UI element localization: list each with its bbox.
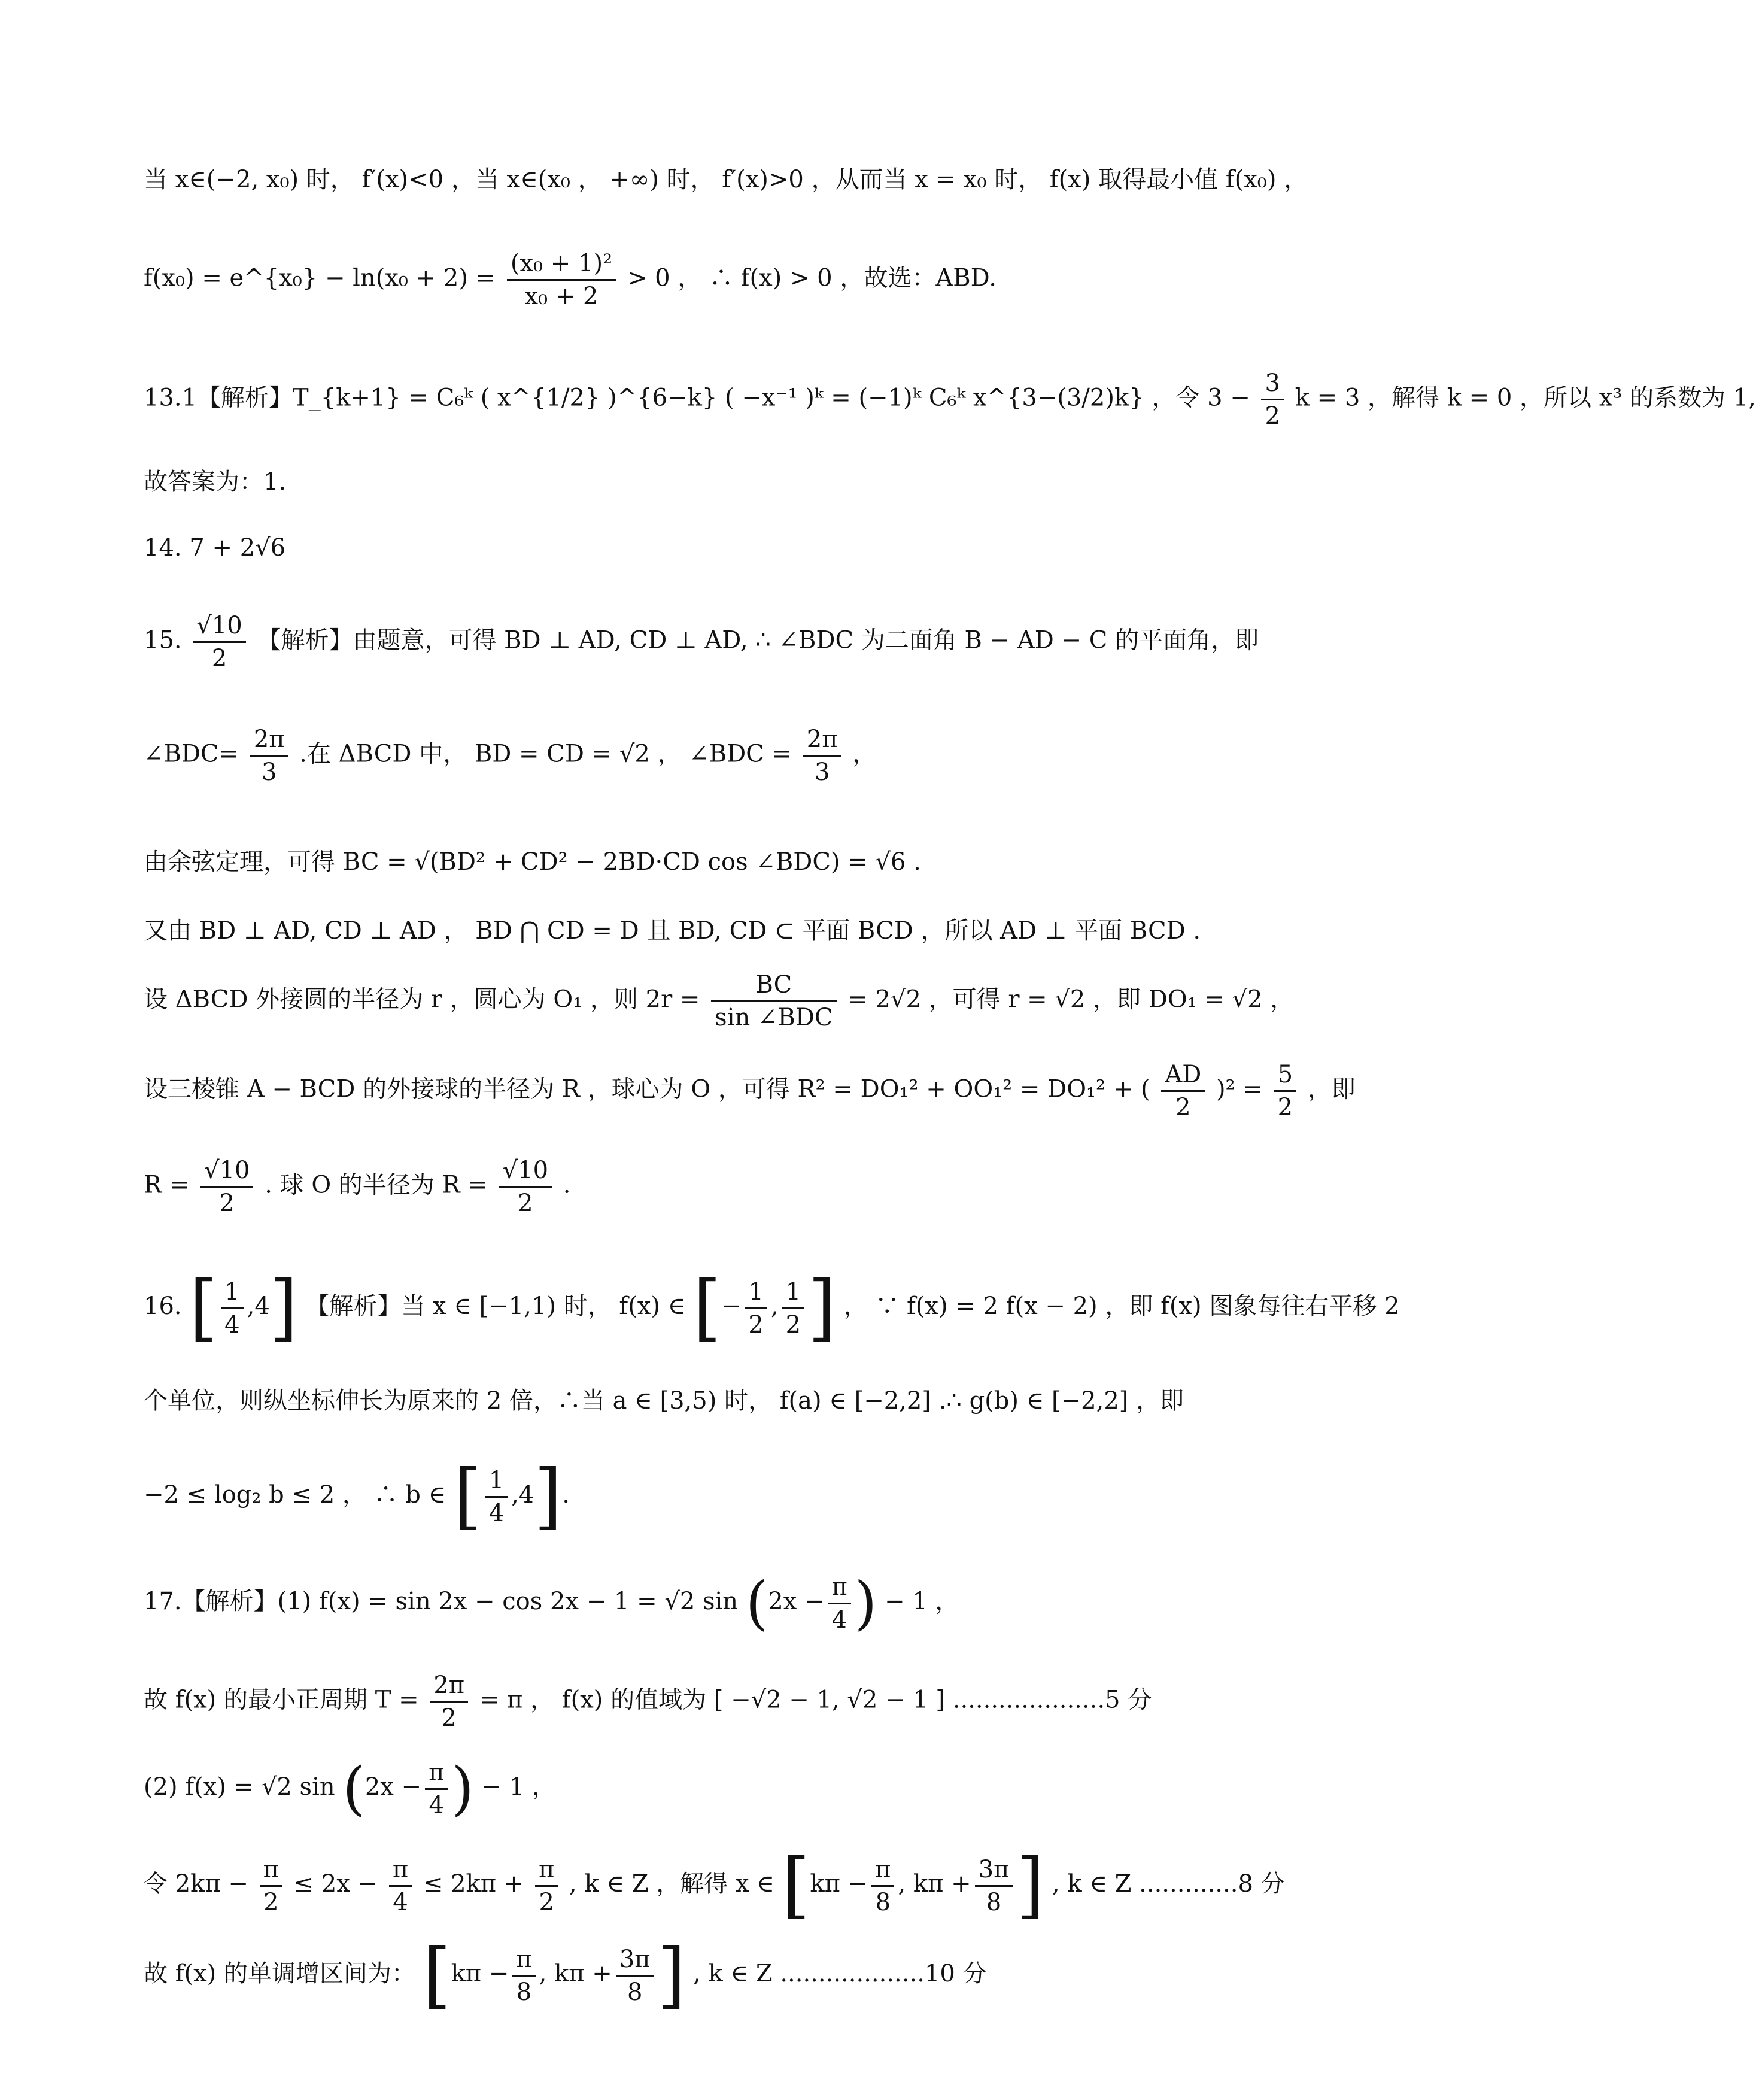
fraction-denominator: 8 [986,1888,1002,1916]
formula-line [144,1266,1400,1349]
fraction [430,1673,468,1730]
text-span: 2x − [768,1588,825,1615]
formula-line [144,1934,987,2017]
fraction-denominator: 4 [393,1888,408,1916]
text-span: ≤ 2kπ + [423,1870,524,1898]
text-span: .在 ΔBCD 中， BD = CD = √2 ， ∠BDC = [299,740,792,768]
fraction [871,1855,894,1916]
fraction-numerator: BC [711,973,836,1002]
text-span: = 2√2 ，可得 r = √2 ，即 DO₁ = √2 ， [847,985,1295,1013]
fraction [389,1855,412,1916]
fraction-numerator: 2π [803,727,841,757]
fraction-numerator: 2π [250,727,288,757]
right-paren: ) [854,1570,877,1637]
text-span: − [721,1292,742,1320]
fraction-denominator: x₀ + 2 [524,283,599,310]
text-span: 故答案为：1. [144,468,287,496]
fraction [499,1158,552,1215]
text-line [144,168,1308,192]
fraction [1274,1063,1296,1119]
text-line [144,1389,1184,1413]
fraction-numerator: 1 [485,1468,508,1498]
fraction-denominator: 2 [1265,402,1280,430]
left-bracket: [ [782,1844,810,1927]
text-span: f(x₀) = e^{x₀} − ln(x₀ + 2) = [144,264,496,292]
text-span: 2x − [364,1773,422,1801]
formula-line [144,1755,556,1822]
text-span: 设 ΔBCD 外接圆的半径为 r ，圆心为 O₁ ，则 2r = [144,985,700,1013]
right-bracket: ] [808,1266,836,1349]
fraction-numerator: π [425,1761,448,1790]
fraction-denominator: 2 [748,1310,764,1339]
text-span: ,4 [247,1292,270,1320]
left-paren: ( [342,1755,365,1822]
formula-line [144,251,997,308]
fraction [507,251,616,308]
fraction-denominator: 2 [211,645,227,672]
left-bracket: [ [189,1266,218,1349]
fraction-denominator: 2 [785,1310,801,1339]
text-span: )² = [1216,1075,1263,1103]
text-span: . [562,1481,570,1509]
fraction-denominator: sin ∠BDC [715,1004,833,1031]
fraction [193,614,245,670]
text-line [144,470,286,494]
fraction [782,1277,804,1339]
fraction [745,1277,767,1339]
text-span: 【解析】当 x ∈ [−1,1) 时， f(x) ∈ [305,1292,686,1320]
text-span: 13.1【解析】T_{k+1} = C₆ᵏ ( x^{1/2} )^{6−k} ( −x⁻¹ )ᵏ = (−1)ᵏ C₆ᵏ x^{3−(3/2)k} ，令 3 − [144,384,1250,412]
formula-line [144,1673,1152,1730]
text-span: , kπ + [539,1960,612,1987]
text-span: R = [144,1171,190,1199]
text-span: ,4 [511,1481,534,1509]
fraction-numerator: 1 [221,1280,243,1309]
fraction-numerator: π [871,1858,894,1887]
fraction [260,1855,282,1916]
formula-line [144,1063,1356,1119]
text-span: −2 ≤ log₂ b ≤ 2 ， ∴ b ∈ [144,1481,446,1509]
fraction-denominator: 2 [263,1888,279,1916]
text-span: − 1 ， [481,1773,556,1801]
text-span: 又由 BD ⊥ AD, CD ⊥ AD ， BD ⋂ CD = D 且 BD, CD ⊂ 平面 BCD ，所以 AD ⊥ 平面 BCD . [144,917,1201,945]
text-span: ， ∵ f(x) = 2 f(x − 2) ，即 f(x) 图象每往右平移 2 [843,1292,1400,1320]
fraction-numerator: 3π [616,1947,654,1977]
fraction-numerator: AD [1161,1063,1205,1092]
text-span: kπ − [810,1870,868,1898]
text-span: ，即 [1307,1075,1356,1103]
right-bracket: ] [1016,1844,1045,1927]
text-span: 【解析】由题意，可得 BD ⊥ AD, CD ⊥ AD, ∴ ∠BDC 为二面角 B − AD − C 的平面角，即 [257,626,1259,654]
text-span: 故 f(x) 的最小正周期 T = [144,1686,419,1714]
text-span: = π ， f(x) 的值域为 [ −√2 − 1, √2 − 1 ] ....................5 分 [479,1686,1152,1714]
text-span: 设三棱锥 A − BCD 的外接球的半径为 R ，球心为 O ，可得 R² = DO₁² + OO₁² = DO₁² + ( [144,1075,1150,1103]
text-span: 当 x∈(−2, x₀) 时， f′(x)<0 ，当 x∈(x₀ ， +∞) 时， f′(x)>0 ，从而当 x = x₀ 时， f(x) 取得最小值 f(x₀) ， [144,166,1308,193]
text-span: 由余弦定理，可得 BC = √(BD² + CD² − 2BD·CD cos ∠BDC) = √6 . [144,848,921,876]
fraction [1261,371,1283,428]
text-span: ∠BDC= [144,740,239,768]
text-span: k = 3 ，解得 k = 0 ，所以 x³ 的系数为 1, [1295,384,1756,412]
fraction [535,1855,558,1916]
fraction-denominator: 4 [831,1606,847,1634]
fraction-denominator: 2 [539,1888,554,1916]
text-span: , k ∈ Z .............8 分 [1052,1870,1285,1898]
right-bracket: ] [269,1266,298,1349]
formula-line [144,1844,1285,1927]
fraction-numerator: π [535,1858,558,1887]
fraction-numerator: 5 [1274,1063,1296,1092]
fraction-numerator: π [828,1575,851,1604]
formula-line [144,727,876,784]
text-span: . 球 O 的半径为 R = [265,1171,488,1199]
formula-line [144,973,1294,1030]
fraction-numerator: (x₀ + 1)² [507,251,616,281]
left-bracket: [ [693,1266,721,1349]
text-span: 17.【解析】(1) f(x) = sin 2x − cos 2x − 1 = √2 sin [144,1588,739,1615]
text-span: 个单位，则纵坐标伸长为原来的 2 倍，∴当 a ∈ [3,5) 时， f(a) ∈ [−2,2] .∴ g(b) ∈ [−2,2] ，即 [144,1387,1184,1415]
fraction-denominator: 4 [224,1310,240,1339]
formula-line [144,371,1756,428]
fraction-numerator: √10 [499,1158,552,1188]
text-span: , [770,1292,779,1320]
right-bracket: ] [657,1934,686,2017]
fraction-numerator: π [260,1858,282,1887]
fraction-numerator: 3π [975,1858,1013,1887]
text-span: ， [852,740,877,768]
left-bracket: [ [423,1934,451,2017]
fraction-denominator: 8 [627,1978,643,2006]
text-span: , k ∈ Z ，解得 x ∈ [569,1870,774,1898]
fraction [828,1575,851,1632]
formula-line [144,1455,570,1538]
text-span: , kπ + [898,1870,971,1898]
text-span: 令 2kπ − [144,1870,248,1898]
text-span: − 1 ， [884,1588,959,1615]
fraction-denominator: 2 [1175,1094,1191,1121]
fraction [200,1158,253,1215]
text-span: . [563,1171,571,1199]
formula-line [144,1570,959,1637]
text-span: 14. 7 + 2√6 [144,534,286,562]
right-paren: ) [451,1755,474,1822]
fraction-denominator: 2 [518,1189,533,1217]
fraction-denominator: 2 [219,1189,235,1217]
fraction [803,727,841,784]
fraction-numerator: 3 [1261,371,1283,400]
text-span: (2) f(x) = √2 sin [144,1773,335,1801]
left-bracket: [ [453,1455,482,1538]
formula-line [144,614,1259,670]
fraction-numerator: π [512,1947,535,1977]
fraction-denominator: 4 [429,1791,444,1819]
fraction-numerator: 2π [430,1673,468,1703]
fraction-denominator: 2 [441,1704,457,1732]
fraction [221,1277,243,1339]
fraction-denominator: 8 [516,1978,532,2006]
text-span: , k ∈ Z ...................10 分 [693,1960,987,1987]
text-span: 16. [144,1292,182,1320]
text-span: 15. [144,626,182,654]
fraction-denominator: 3 [261,758,277,786]
fraction [425,1758,448,1819]
left-paren: ( [745,1570,768,1637]
text-span: 故 f(x) 的单调增区间为： [144,1960,416,1987]
fraction-denominator: 8 [875,1888,891,1916]
fraction-denominator: 2 [1277,1094,1293,1121]
fraction-numerator: π [389,1858,412,1887]
text-line [144,536,285,560]
fraction [485,1468,508,1525]
fraction [250,727,288,784]
text-line [144,919,1201,943]
fraction-denominator: 4 [488,1499,505,1527]
fraction [711,973,836,1030]
fraction-numerator: 1 [745,1280,767,1309]
fraction [512,1947,535,2004]
fraction [1161,1063,1205,1119]
text-span: > 0 ， ∴ f(x) > 0 ，故选：ABD. [627,264,997,292]
text-line [144,850,921,874]
fraction [975,1855,1013,1916]
text-span: kπ − [451,1960,509,1987]
fraction-numerator: 1 [782,1280,804,1309]
right-bracket: ] [534,1455,563,1538]
fraction-denominator: 3 [814,758,830,786]
formula-line [144,1158,570,1215]
text-span: ≤ 2x − [293,1870,378,1898]
fraction-numerator: √10 [193,614,245,643]
fraction-numerator: √10 [200,1158,253,1188]
fraction [616,1947,654,2004]
